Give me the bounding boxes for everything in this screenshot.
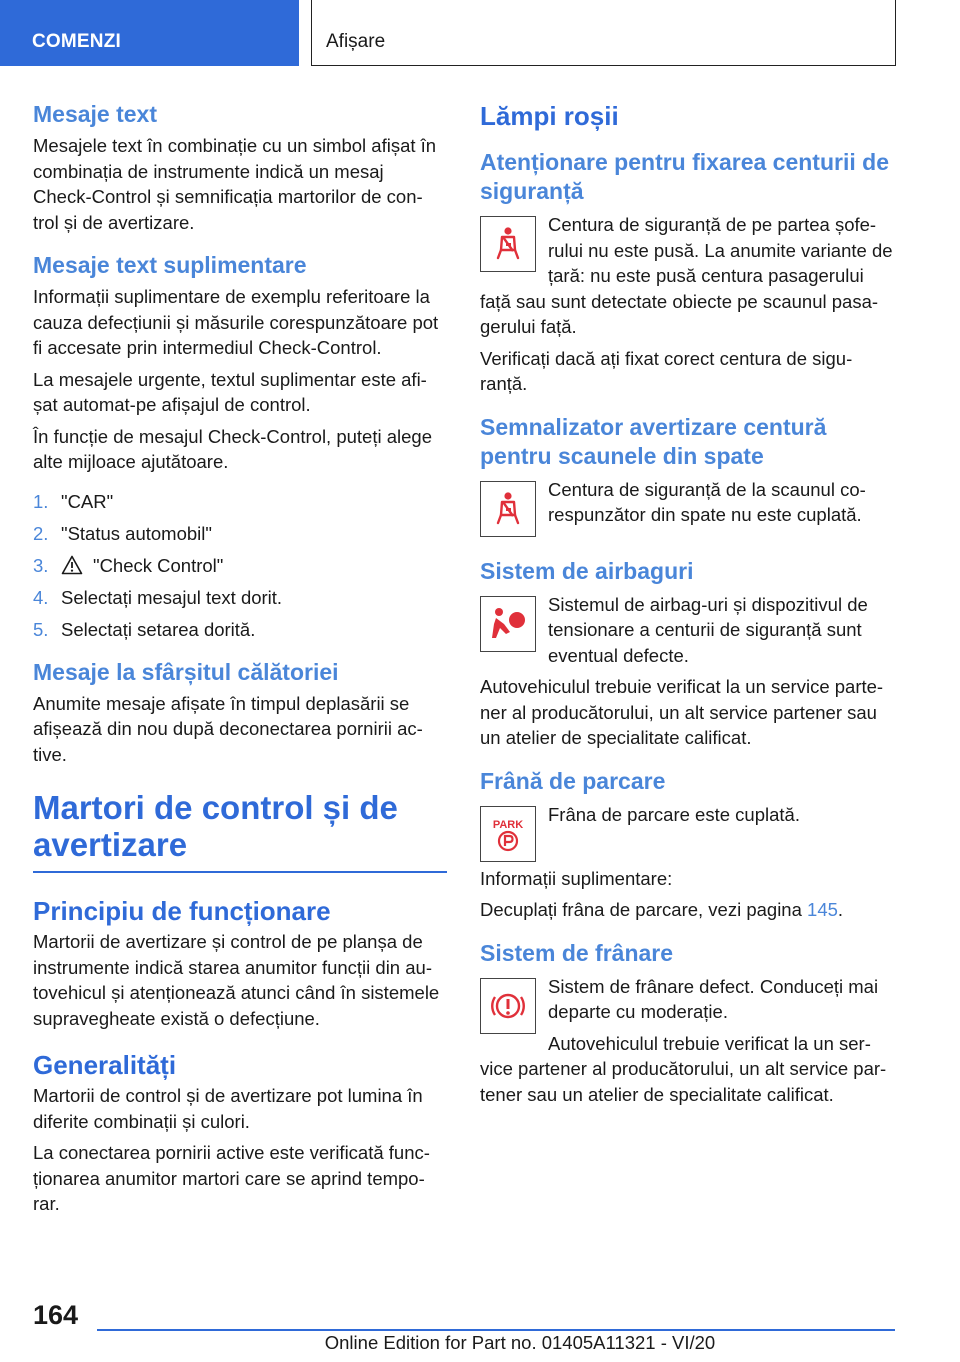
brake-block bbox=[480, 974, 896, 1114]
heading-airbag: Sistem de airbaguri bbox=[480, 557, 694, 584]
page-link[interactable]: 145 bbox=[807, 899, 838, 920]
park-label: PARK bbox=[492, 818, 524, 831]
rear-seatbelt-warning-icon bbox=[480, 481, 536, 537]
paragraph: Verificați dacă ați fixat corect centura de sigu-ranță. bbox=[480, 347, 853, 394]
step-number: 1. bbox=[33, 490, 49, 512]
step-text: "Status automobil" bbox=[61, 522, 212, 544]
chapter-heading: Martori de control și de avertizare bbox=[33, 789, 447, 873]
heading-centura-spate: Semnalizator avertizare centură pentru scaunele din spate bbox=[480, 413, 827, 469]
step-number: 3. bbox=[33, 554, 49, 576]
paragraph: Frâna de parcare este cuplată. bbox=[548, 803, 800, 825]
seatbelt-block bbox=[480, 212, 896, 346]
footer-edition: Online Edition for Part no. 01405A11321 - VI/20 bbox=[324, 1332, 716, 1353]
step-number: 4. bbox=[33, 586, 49, 608]
list-item bbox=[33, 553, 447, 578]
list-item bbox=[33, 521, 447, 546]
heading-mesaje-suplimentare: Mesaje text suplimentare bbox=[33, 252, 307, 278]
step-text: "Check Control" bbox=[93, 554, 224, 576]
section-tab bbox=[0, 0, 299, 66]
chapter-tab bbox=[311, 0, 896, 66]
paragraph: Anumite mesaje afișate în timpul deplasării se afișează din nou după deconectarea pornirii ac-tive. bbox=[33, 692, 423, 765]
seatbelt-warning-icon bbox=[480, 216, 536, 272]
rear-seatbelt-block bbox=[480, 477, 896, 541]
paragraph: La conectarea pornirii active este verificată func-ționarea anumitor martori care se aprind tempo-rar. bbox=[33, 1142, 430, 1214]
list-item bbox=[33, 585, 447, 610]
list-item bbox=[33, 617, 447, 642]
brake-warning-icon bbox=[480, 978, 536, 1034]
footer-divider bbox=[97, 1329, 895, 1331]
paragraph: La mesajele urgente, textul suplimentar este afi-șat automat-pe afișajul de control. bbox=[33, 368, 427, 415]
airbag-warning-icon bbox=[480, 596, 536, 652]
step-text: Selectați setarea dorită. bbox=[61, 618, 256, 640]
step-number: 2. bbox=[33, 522, 49, 544]
steps-list bbox=[33, 489, 447, 642]
paragraph: Sistem de frânare defect. Conduceți mai departe cu moderație. bbox=[548, 975, 879, 1022]
step-text: "CAR" bbox=[61, 490, 114, 512]
heading-lampi-rosii: Lămpi roșii bbox=[480, 101, 619, 131]
heading-sfarsit-calatorie: Mesaje la sfârșitul călătoriei bbox=[33, 658, 339, 685]
left-column bbox=[33, 100, 447, 1223]
heading-frana-parcare: Frână de parcare bbox=[480, 767, 666, 794]
paragraph: Informații suplimentare de exemplu referitoare la cauza defecțiunii și măsurile corespunzătoare pot fi accesate prin intermediul Check-Control. bbox=[33, 286, 439, 358]
paragraph: Autovehiculul trebuie verificat la un ser-vice partener al producătorului, un alt service par-tener sau un atelier de specialitate calificat. bbox=[480, 1032, 887, 1105]
paragraph: Centura de siguranță de pe partea șofe-rului nu este pusă. La anumite variante de țară: nu este pusă centura pasagerului față sau sunt detectate obiecte pe scaunul pasa-gerului față. bbox=[480, 214, 893, 337]
paragraph: Mesajele text în combinație cu un simbol afișat în combinația de instrumente indică un mesaj Check-Control și semnificația martorilor de con-trol și de avertizare. bbox=[33, 135, 437, 233]
section-title: COMENZI bbox=[32, 31, 122, 52]
warning-triangle-icon bbox=[61, 555, 83, 575]
heading-mesaje-text: Mesaje text bbox=[33, 101, 158, 127]
parking-brake-icon bbox=[480, 806, 536, 862]
airbag-block bbox=[480, 592, 896, 675]
paragraph: Sistemul de airbag-uri și dispozitivul de tensionare a centurii de siguranță sunt eventual defecte. bbox=[548, 593, 868, 666]
chapter-title: Afișare bbox=[326, 31, 386, 52]
parking-brake-block bbox=[480, 802, 896, 866]
paragraph: Centura de siguranță de la scaunul co-respunzător din spate nu este cuplată. bbox=[548, 478, 866, 525]
paragraph: Informații suplimentare: bbox=[480, 867, 673, 889]
paragraph: Martorii de control și de avertizare pot lumina în diferite combinații și culori. bbox=[33, 1085, 423, 1132]
heading-generalitati: Generalități bbox=[33, 1050, 177, 1080]
list-item bbox=[33, 489, 447, 514]
page-number: 164 bbox=[33, 1300, 79, 1330]
right-column bbox=[480, 100, 896, 1113]
heading-centura: Atenționare pentru fixarea centurii de siguranță bbox=[480, 149, 889, 204]
paragraph: Autovehiculul trebuie verificat la un service parte-ner al producătorului, un alt service partener sau un atelier de specialitate calificat. bbox=[480, 676, 884, 748]
paragraph: În funcție de mesajul Check-Control, puteți alege alte mijloace ajutătoare. bbox=[33, 425, 432, 472]
heading-franare: Sistem de frânare bbox=[480, 939, 674, 966]
heading-principiu: Principiu de funcționare bbox=[33, 896, 331, 926]
step-text: Selectați mesajul text dorit. bbox=[61, 586, 283, 608]
paragraph: Decuplați frâna de parcare, vezi pagina 145. bbox=[480, 899, 844, 920]
paragraph: Martorii de avertizare și control de pe planșa de instrumente indică starea anumitor funcții din au-tovehicul și atenționează atunci când în sistemele supravegheate există o defecțiune. bbox=[33, 931, 440, 1029]
step-number: 5. bbox=[33, 618, 49, 640]
